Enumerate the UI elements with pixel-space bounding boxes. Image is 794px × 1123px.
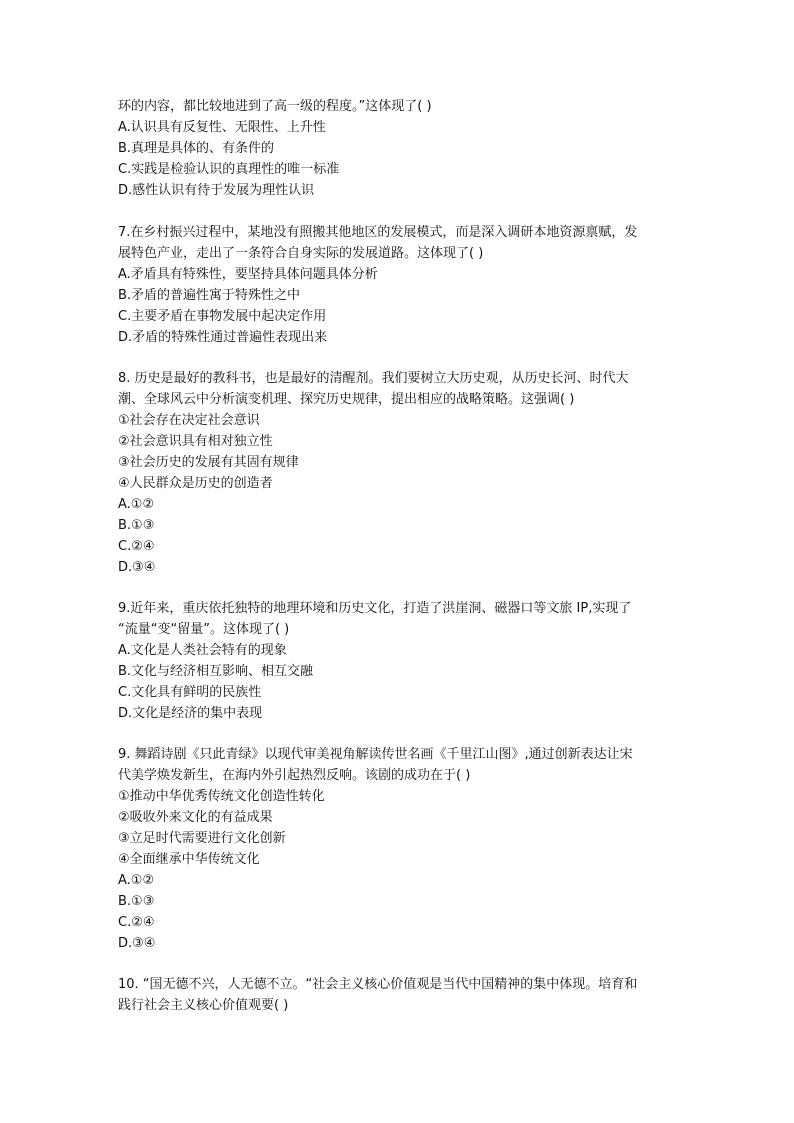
option-d: D.③④ (118, 936, 156, 951)
question-stem: 10. “国无德不兴，人无德不立。“社会主义核心价值观是当代中国精神的集中体现。培育和 (118, 977, 638, 992)
option-a: A.矛盾具有特殊性，要坚持具体问题具体分析 (118, 267, 378, 282)
option-b: B.矛盾的普遍性寓于特殊性之中 (118, 288, 301, 303)
statement-item: ②吸收外来文化的有益成果 (118, 810, 273, 825)
option-d: D.文化是经济的集中表现 (118, 706, 263, 721)
option-a: A.①② (118, 497, 155, 512)
statement-item: ③立足时代需要进行文化创新 (118, 831, 286, 846)
question-8 (118, 368, 678, 578)
option-b: B.①③ (118, 894, 155, 909)
statement-item: ④全面继承中华传统文化 (118, 852, 260, 867)
option-b: B.①③ (118, 518, 155, 533)
statement-item: ④人民群众是历史的创造者 (118, 476, 273, 491)
question-list (118, 96, 678, 1036)
option-a: A.①② (118, 873, 155, 888)
option-d: D.③④ (118, 560, 156, 575)
option-c: C.文化具有鲜明的民族性 (118, 685, 262, 700)
question-stem: 潮、全球风云中分析演变机理、探究历史规律，提出相应的战略策略。这强调( ) (118, 392, 575, 407)
statement-item: ①社会存在决定社会意识 (118, 413, 260, 428)
question-stem: 9.近年来，重庆依托独特的地理环境和历史文化，打造了洪崖洞、磁器口等文旅 IP,实现了 (118, 601, 632, 616)
option-d: D.感性认识有待于发展为理性认识 (118, 183, 315, 198)
option-d: D.矛盾的特殊性通过普遍性表现出来 (118, 330, 328, 345)
statement-item: ②社会意识具有相对独立性 (118, 434, 273, 449)
question-10 (118, 974, 678, 1016)
option-a: A.文化是人类社会特有的现象 (118, 643, 287, 658)
question-9b (118, 744, 678, 954)
question-stem: 9. 舞蹈诗剧《只此青绿》以现代审美视角解读传世名画《千里江山图》,通过创新表达让宋 (118, 747, 633, 762)
question-9a (118, 598, 678, 724)
question-stem: 8. 历史是最好的教科书，也是最好的清醒剂。我们要树立大历史观，从历史长河、时代大 (118, 371, 629, 386)
option-b: B.文化与经济相互影响、相互交融 (118, 664, 314, 679)
option-b: B.真理是具体的、有条件的 (118, 141, 275, 156)
question-stem: 环的内容，都比较地进到了高一级的程度。”这体现了( ) (118, 99, 432, 114)
question-7 (118, 222, 678, 348)
question-6-continued (118, 96, 678, 201)
statement-item: ③社会历史的发展有其固有规律 (118, 455, 299, 470)
option-c: C.②④ (118, 539, 155, 554)
statement-item: ①推动中华优秀传统文化创造性转化 (118, 789, 325, 804)
option-c: C.实践是检验认识的真理性的唯一标准 (118, 162, 340, 177)
option-c: C.主要矛盾在事物发展中起决定作用 (118, 309, 327, 324)
question-stem: 7.在乡村振兴过程中，某地没有照搬其他地区的发展模式，而是深入调研本地资源禀赋，发 (118, 225, 638, 240)
question-stem: 展特色产业，走出了一条符合自身实际的发展道路。这体现了( ) (118, 246, 484, 261)
question-stem: 代美学焕发新生，在海内外引起热烈反响。该剧的成功在于( ) (118, 768, 471, 783)
question-stem: “流量“变“留量”。这体现了( ) (118, 622, 290, 637)
question-stem: 践行社会主义核心价值观要( ) (118, 998, 289, 1013)
option-a: A.认识具有反复性、无限性、上升性 (118, 120, 326, 135)
option-c: C.②④ (118, 915, 155, 930)
